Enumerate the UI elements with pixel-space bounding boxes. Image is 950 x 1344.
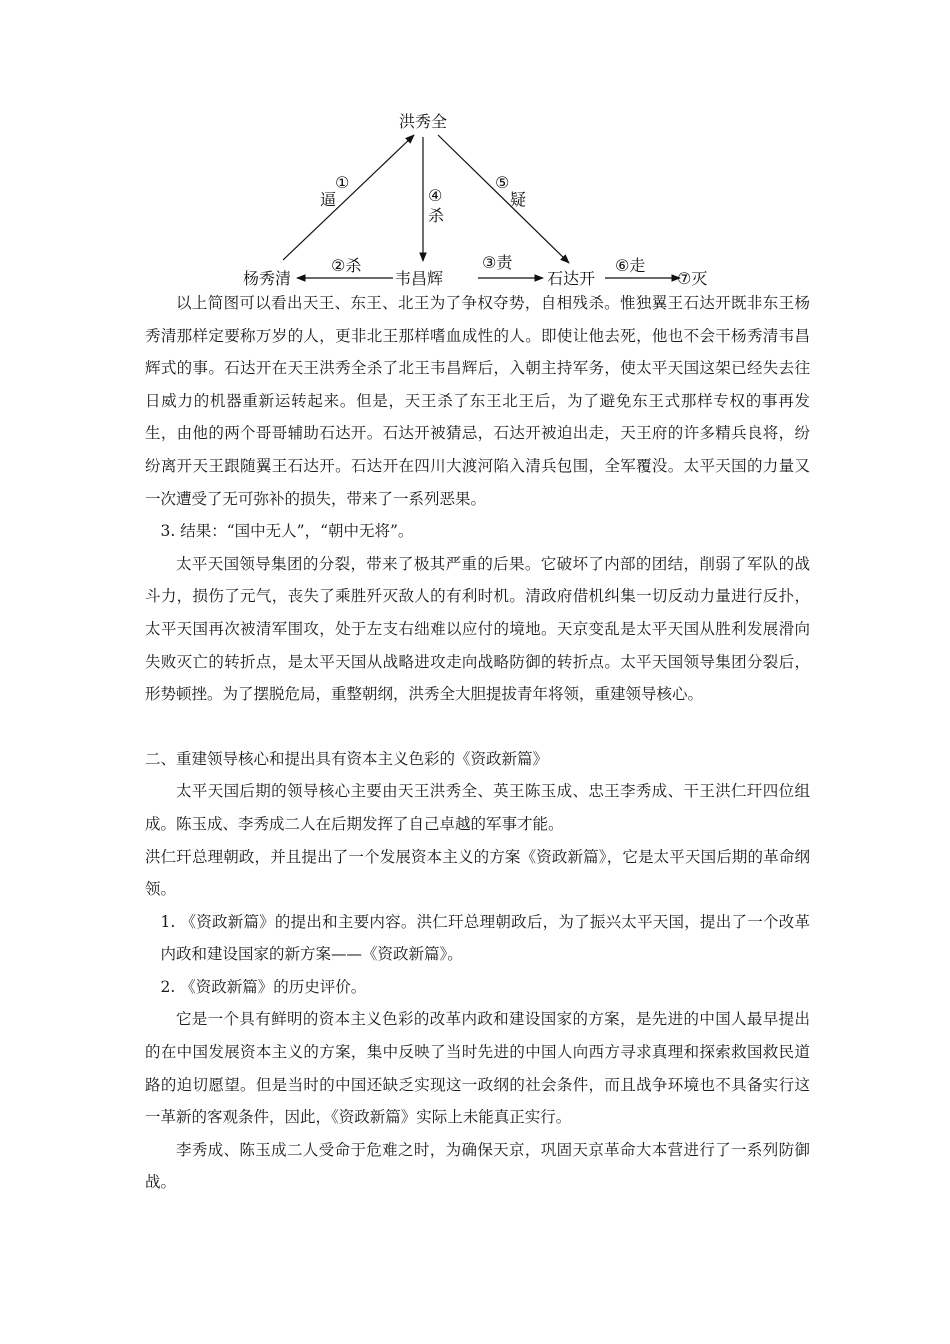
edge-4-label: 杀 — [428, 206, 445, 225]
heading-result: 3. 结果：“国中无人”，“朝中无将”。 — [160, 522, 414, 541]
node-middle: 韦昌辉 — [395, 269, 444, 288]
edge-5-label: 疑 — [510, 190, 527, 209]
section-heading-2: 二、重建领导核心和提出具有资本主义色彩的《资政新篇》 — [145, 749, 549, 768]
relationship-diagram — [225, 105, 725, 290]
paragraph-defense: 李秀成、陈玉成二人受命于危难之时，为确保天京，巩固天京革命大本营进行了一系列防御战。 — [145, 1140, 810, 1192]
item-1-proposal: 1. 《资政新篇》的提出和主要内容。洪仁玕总理朝政后，为了振兴太平天国，提出了一个改革内政和建设国家的新方案——《资政新篇》。 — [160, 912, 810, 964]
edge-4-number: ④ — [428, 186, 443, 205]
edge-5-number: ⑤ — [495, 173, 510, 192]
paragraph-leadership-core: 太平天国后期的领导核心主要由天王洪秀全、英王陈玉成、忠王李秀成、干王洪仁玕四位组成。陈玉成、李秀成二人在后期发挥了自己卓越的军事才能。 — [145, 782, 810, 833]
item-2-evaluation: 2. 《资政新篇》的历史评价。 — [160, 977, 367, 996]
node-end: ⑦灭 — [677, 269, 708, 288]
edge-1-number: ① — [335, 173, 350, 192]
paragraph-evaluation: 它是一个具有鲜明的资本主义色彩的改革内政和建设国家的方案，是先进的中国人最早提出的在中国发展资本主义的方案，集中反映了当时先进的中国人向西方寻求真理和探索救国救民道路的迫切愿望。但是当时的中国还缺乏实现这一政纲的社会条件，而且战争环境也不具备实行这一革新的客观条件，因此，《资政新篇》实际上未能真正实行。 — [145, 1010, 810, 1127]
node-top: 洪秀全 — [398, 112, 448, 131]
document-body — [145, 287, 810, 1199]
paragraph-diagram-analysis: 以上简图可以看出天王、东王、北王为了争权夺势，自相残杀。惟独翼王石达开既非东王杨秀清那样定要称万岁的人，更非北王那样嗜血成性的人。即使让他去死，他也不会干杨秀清韦昌辉式的事。石达开在天王洪秀全杀了北王韦昌辉后，入朝主持军务，使太平天国这架已经失去往日威力的机器重新运转起来。但是，天王杀了东王北王后，为了避免东王式那样专权的事再发生，由他的两个哥哥辅助石达开。石达开被猜忌，石达开被迫出走，天王府的许多精兵良将，纷纷离开天王跟随翼王石达开。石达开在四川大渡河陷入清兵包围，全军覆没。太平天国的力量又一次遭受了无可弥补的损失，带来了一系列恶果。 — [145, 294, 810, 508]
relationship-diagram-svg — [225, 105, 725, 290]
edge-5-line — [438, 135, 569, 263]
edge-2-label: ②杀 — [331, 256, 362, 275]
paragraph-hong-rengan: 洪仁玕总理朝政，并且提出了一个发展资本主义的方案《资政新篇》，它是太平天国后期的革命纲领。 — [145, 847, 810, 899]
paragraph-consequences: 太平天国领导集团的分裂，带来了极其严重的后果。它破坏了内部的团结，削弱了军队的战斗力，损伤了元气，丧失了乘胜歼灭敌人的有利时机。清政府借机纠集一切反动力量进行反扑，太平天国再次被清军围攻，处于左支右绌难以应付的境地。天京变乱是太平天国从胜利发展滑向失败灭亡的转折点，是太平天国从战略进攻走向战略防御的转折点。太平天国领导集团分裂后，形势顿挫。为了摆脱危局，重整朝纲，洪秀全大胆提拔青年将领，重建领导核心。 — [145, 554, 810, 704]
edge-6-label: ⑥走 — [615, 256, 646, 275]
section-gap — [145, 711, 810, 743]
node-left: 杨秀清 — [243, 269, 292, 288]
edge-3-label: ③责 — [482, 253, 513, 272]
edge-1-line — [283, 135, 414, 260]
edge-1-label: 逼 — [320, 190, 337, 209]
node-right: 石达开 — [547, 269, 596, 288]
